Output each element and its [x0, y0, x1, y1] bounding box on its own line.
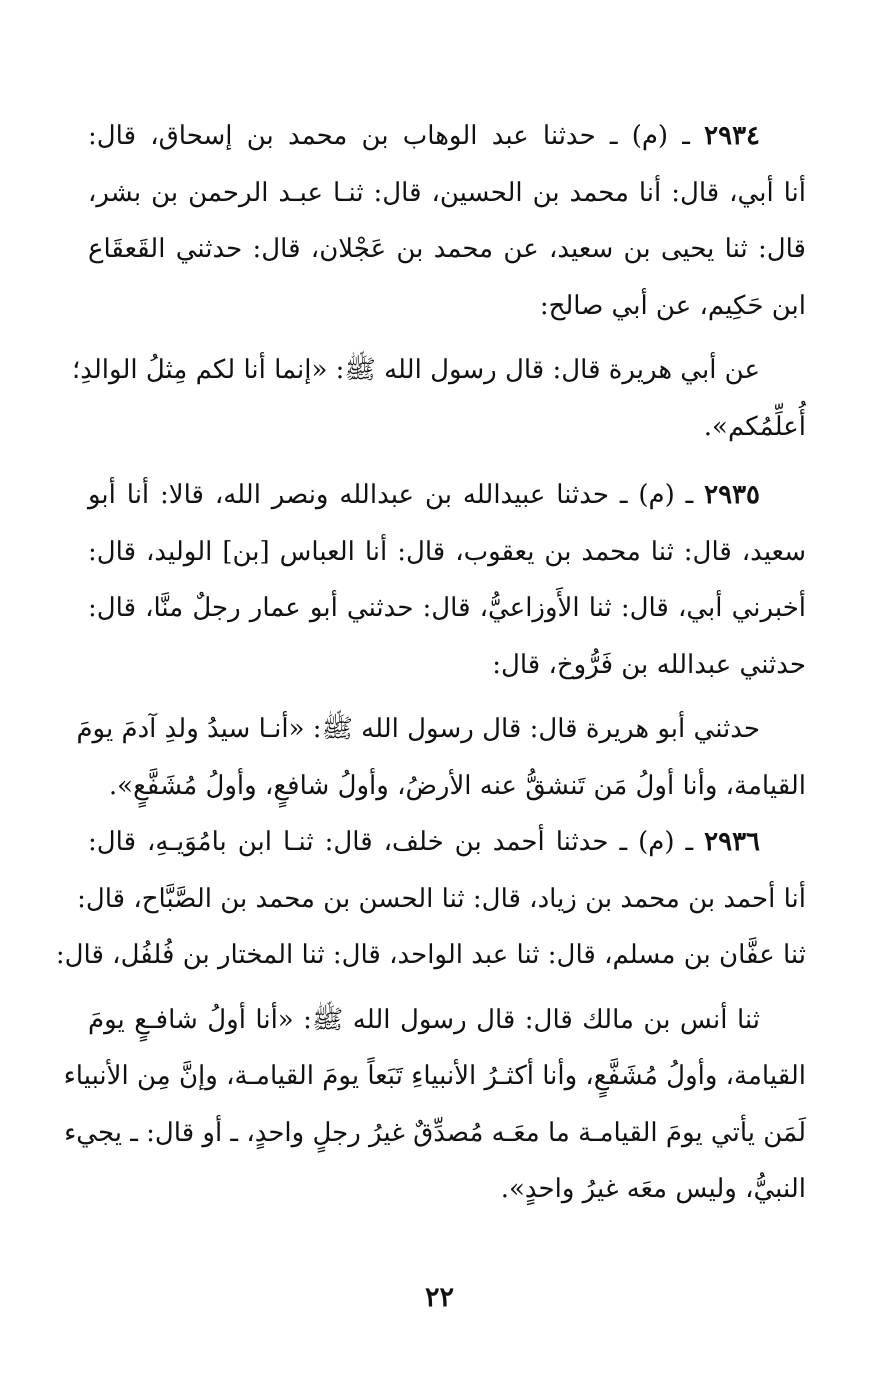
- isnad-line: ٢٩٣٦ ـ (م) ـ حدثنا أحمد بن خلف، قال: ثنـا ابن بامُوَيـهِ، قال:: [88, 827, 761, 857]
- hadith-number: ٢٩٣٤: [704, 121, 760, 151]
- isnad-line: أخبرني أبي، قال: ثنا الأَوزاعيُّ، قال: حدثني أبو عمار رجلٌ منَّا، قال:: [88, 593, 806, 623]
- matn-line: أُعلِّمُكم».: [703, 411, 806, 442]
- matn-line: ثنا أنس بن مالك قال: قال رسول الله ﷺ: «أنا أولُ شافـعٍ يومَ: [88, 1004, 760, 1035]
- isnad-line: ابن حَكِيم، عن أبي صالح:: [539, 290, 806, 321]
- matn-line: القيامة، وأولُ مُشَفَّعٍ، وأنا أكثـرُ الأنبياءِ تَبَعاً يومَ القيامـة، وإنَّ مِن الأنبياء: [63, 1061, 806, 1091]
- hadith-2935: [76, 467, 806, 814]
- matn-line: القيامة، وأنا أولُ مَن تَنشقُّ عنه الأرضُ، وأولُ شافعٍ، وأولُ مُشَفَّعٍ».: [108, 770, 806, 801]
- hadith-number: ٢٩٣٥: [704, 480, 761, 510]
- isnad-line: ثنا عفَّان بن مسلم، قال: ثنا عبد الواحد، قال: ثنا المختار بن فُلفُل، قال:: [55, 940, 806, 970]
- hadith-2934: [71, 108, 806, 455]
- matn-line: عن أبي هريرة قال: قال رسول الله ﷺ: «إنما أنا لكم مِثلُ الوالدِ؛: [71, 355, 760, 385]
- page-number: ٢٢: [424, 1282, 454, 1313]
- matn-line: حدثني أبو هريرة قال: قال رسول الله ﷺ: «أنـا سيدُ ولدِ آدمَ يومَ: [76, 714, 760, 744]
- hadith-2936: [55, 814, 806, 1218]
- hadith-number: ٢٩٣٦: [704, 827, 761, 857]
- isnad-line: قال: ثنا يحيى بن سعيد، عن محمد بن عَجْلان، قال: حدثني القَعقَاع: [88, 234, 806, 264]
- isnad-line: سعيد، قال: ثنا محمد بن يعقوب، قال: أنا العباس [بن] الوليد، قال:: [88, 536, 806, 567]
- isnad-line: ٢٩٣٤ ـ (م) ـ حدثنا عبد الوهاب بن محمد بن إسحاق، قال:: [88, 121, 760, 151]
- isnad-line: حدثني عبدالله بن فَرُّوخ، قال:: [492, 649, 806, 680]
- book-page: [55, 108, 806, 1218]
- isnad-line: أنا أبي، قال: أنا محمد بن الحسين، قال: ثنـا عبـد الرحمن بن بشر،: [88, 177, 806, 208]
- isnad-line: أنا أحمد بن محمد بن زياد، قال: ثنا الحسن بن محمد بن الصَّبَّاح، قال:: [77, 883, 806, 914]
- matn-line: النبيُّ، وليس معَه غيرُ واحدٍ».: [500, 1174, 806, 1204]
- isnad-line: ٢٩٣٥ ـ (م) ـ حدثنا عبيدالله بن عبدالله ونصر الله، قالا: أنا أبو: [88, 480, 761, 510]
- matn-line: لَمَن يأتي يومَ القيامـة ما معَـه مُصدِّقٌ غيرُ رجلٍ واحدٍ، ـ أو قال: ـ يجيء: [64, 1117, 806, 1148]
